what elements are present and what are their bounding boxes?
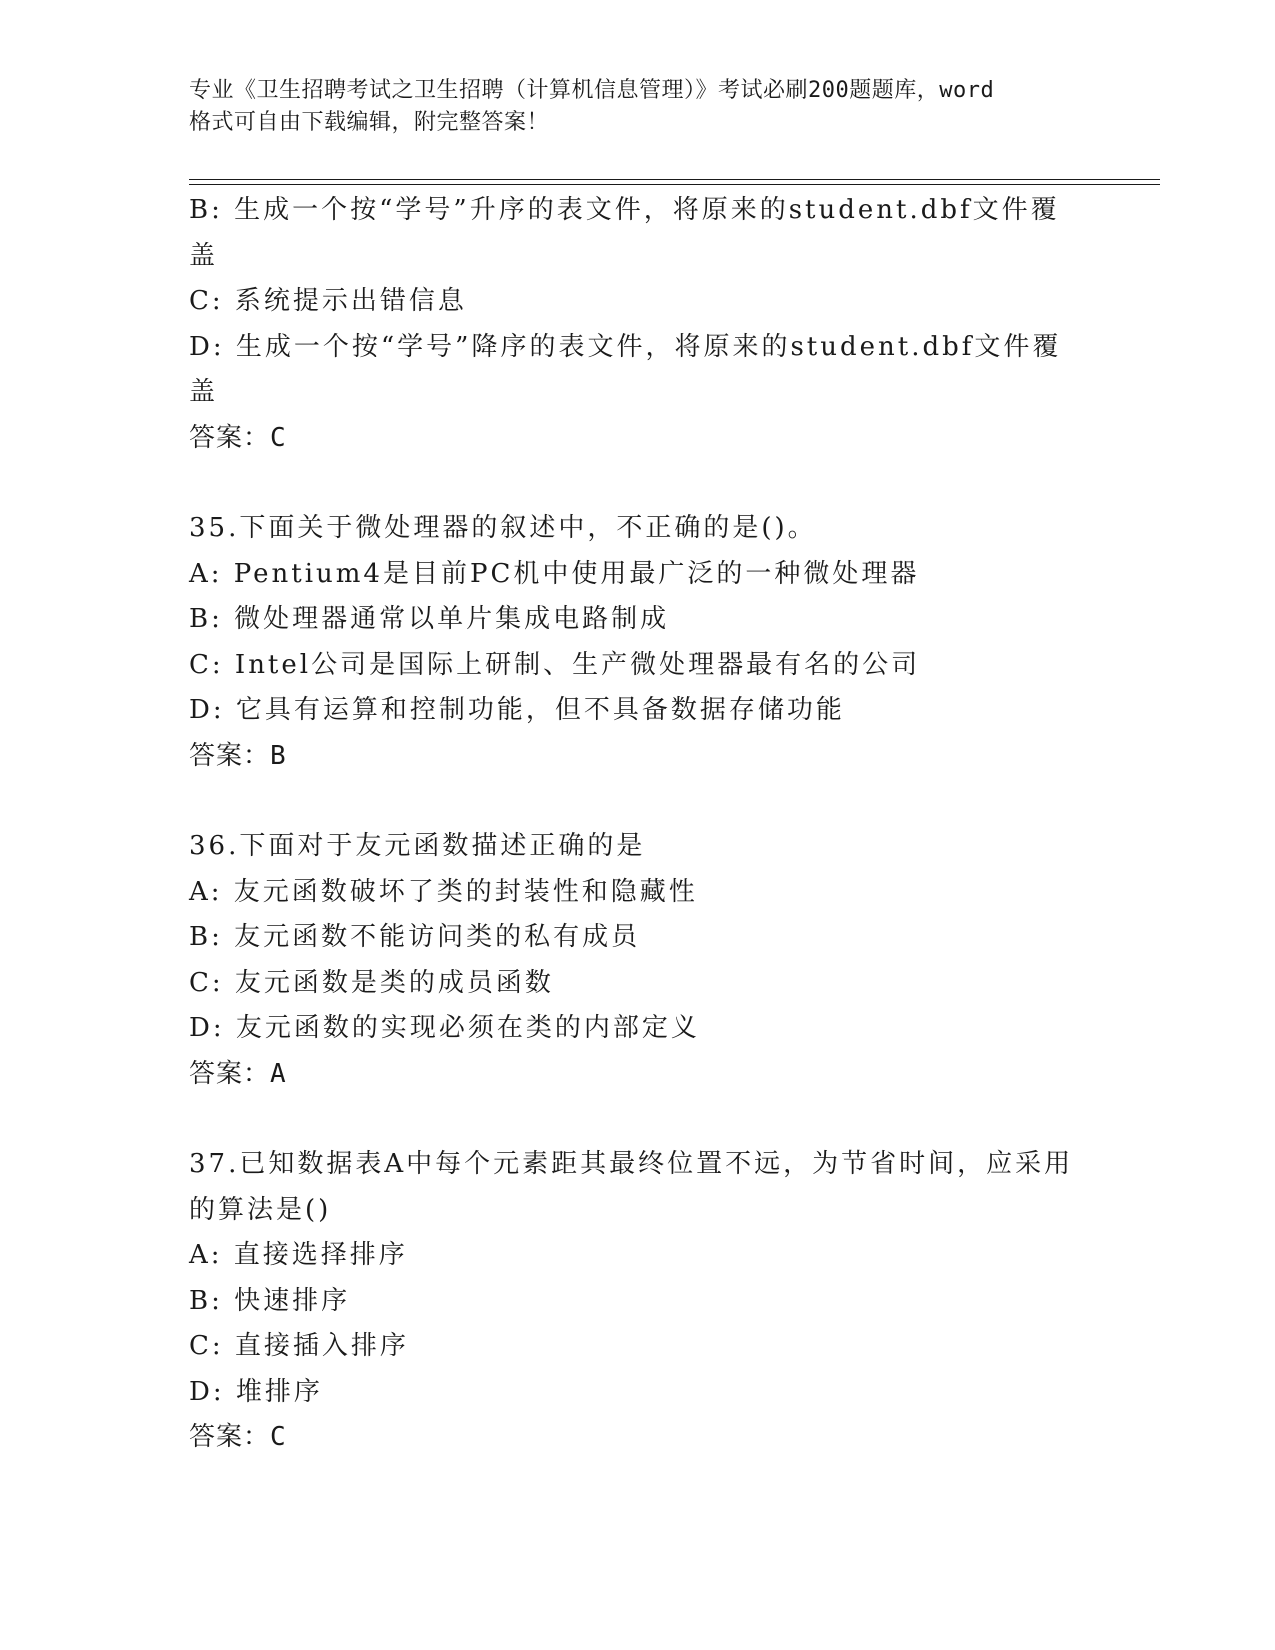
option-c: C: 友元函数是类的成员函数 [189, 967, 554, 998]
question-stem-line-1: 37.已知数据表A中每个元素距其最终位置不远，为节省时间，应采用 [189, 1149, 1074, 1179]
option-b: B: 快速排序 [189, 1285, 351, 1316]
question-36 [189, 824, 1089, 1097]
spacer [189, 461, 1089, 506]
option-b-line-1: B: 生成一个按“学号”升序的表文件，将原来的student.dbf文件覆 [189, 195, 1060, 225]
header-rule-top [189, 179, 1160, 180]
header-title-line-1: 专业《卫生招聘考试之卫生招聘（计算机信息管理）》考试必刷200题题库，word [189, 78, 995, 103]
option-a: A: 直接选择排序 [189, 1240, 408, 1270]
answer: 答案：C [189, 1422, 287, 1452]
option-c: C: Intel公司是国际上研制、生产微处理器最有名的公司 [189, 649, 921, 680]
header-rule-bottom [189, 184, 1160, 185]
answer: 答案：A [189, 1058, 287, 1089]
question-stem-line-2: 的算法是() [189, 1194, 332, 1225]
option-d: D: 堆排序 [189, 1376, 323, 1407]
option-d-line-1: D: 生成一个按“学号”降序的表文件，将原来的student.dbf文件覆 [189, 331, 1062, 362]
previous-question-continuation [189, 188, 1089, 461]
option-a: A: Pentium4是目前PC机中使用最广泛的一种微处理器 [189, 558, 920, 589]
spacer [189, 1097, 1089, 1142]
option-b-line-2: 盖 [189, 240, 219, 271]
answer: 答案：C [189, 422, 287, 453]
header-title-line-2: 格式可自由下载编辑，附完整答案！ [189, 110, 550, 135]
document-body [189, 188, 1089, 1461]
spacer [189, 779, 1089, 824]
option-d: D: 友元函数的实现必须在类的内部定义 [189, 1013, 700, 1043]
question-37 [189, 1142, 1089, 1461]
option-b: B: 微处理器通常以单片集成电路制成 [189, 604, 670, 634]
option-d: D: 它具有运算和控制功能，但不具备数据存储功能 [189, 695, 845, 725]
document-header [189, 75, 1089, 139]
option-c: C: 直接插入排序 [189, 1331, 409, 1361]
question-stem: 36.下面对于友元函数描述正确的是 [189, 831, 646, 861]
option-d-line-2: 盖 [189, 377, 219, 407]
option-a: A: 友元函数破坏了类的封装性和隐藏性 [189, 876, 698, 907]
option-c: C: 系统提示出错信息 [189, 286, 467, 316]
question-35 [189, 506, 1089, 779]
option-b: B: 友元函数不能访问类的私有成员 [189, 922, 641, 952]
answer: 答案：B [189, 740, 287, 771]
question-stem: 35.下面关于微处理器的叙述中，不正确的是()。 [189, 513, 817, 543]
